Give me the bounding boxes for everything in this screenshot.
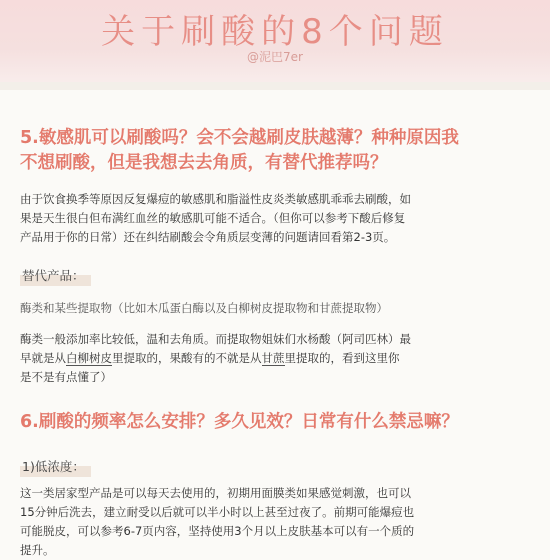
page-title: 关于刷酸的8个问题 <box>101 12 449 52</box>
header-divider <box>0 82 550 90</box>
question-5-line-1: 5.敏感肌可以刷酸吗？会不会越刷皮肤越薄？种种原因我 <box>20 128 459 148</box>
header-banner <box>0 0 550 82</box>
paragraph-line: 果是天生很白但布满红血丝的敏感肌可能不适合。（但你可以参考下酸后修复 <box>20 211 406 225</box>
text-span: 里提取的，果酸有的不就是从 <box>112 351 262 365</box>
question-6-line-1: 6.刷酸的频率怎么安排？多久见效？日常有什么禁忌嘛？ <box>20 412 459 432</box>
underlined-term-white-willow-bark: 白柳树皮 <box>66 351 112 365</box>
text-span: 里提取的，看到这里你 <box>284 351 400 365</box>
subheading-alternatives: 替代产品： <box>20 264 91 286</box>
underlined-term-sugarcane: 甘蔗 <box>261 351 285 365</box>
subheading-low-concentration: 1)低浓度： <box>20 455 91 477</box>
paragraph-enzymes-extracts: 酶类和某些提取物（比如木瓜蛋白酶以及白柳树皮提取物和甘蔗提取物） <box>20 301 388 315</box>
paragraph-line: 可能脱皮，可以参考6-7页内容，坚持使用3个月以上皮肤基本可以有一个质的 <box>20 524 415 538</box>
paragraph-line: 酶类一般添加率比较低，温和去角质。而提取物姐妹们水杨酸（阿司匹林）最 <box>20 332 411 346</box>
paragraph-line: 这一类居家型产品是可以每天去使用的，初期用面膜类如果感觉刺激，也可以 <box>20 486 411 500</box>
paragraph-low-concentration <box>20 484 532 560</box>
paragraph-line: 是不是有点懂了） <box>20 370 112 384</box>
paragraph-line: 由于饮食换季等原因反复爆痘的敏感肌和脂溢性皮炎类敏感肌乖乖去刷酸，如 <box>20 192 411 206</box>
text-span: 早就是从 <box>20 351 66 365</box>
author-handle: @泥巴7er <box>247 50 303 64</box>
question-6-heading <box>20 410 532 435</box>
question-5-heading <box>20 126 532 176</box>
paragraph-sensitive-skin <box>20 190 532 247</box>
paragraph-line: 15分钟后洗去，建立耐受以后就可以半小时以上甚至过夜了。前期可能爆痘也 <box>20 505 415 519</box>
paragraph-enzymes-detail <box>20 330 532 387</box>
paragraph-line: 产品用于你的日常）还在纠结刷酸会令角质层变薄的问题请回看第2-3页。 <box>20 230 396 244</box>
paragraph-line <box>20 349 532 368</box>
paragraph-line: 提升。 <box>20 543 55 557</box>
question-5-line-2: 不想刷酸，但是我想去去角质，有替代推荐吗？ <box>20 153 388 173</box>
